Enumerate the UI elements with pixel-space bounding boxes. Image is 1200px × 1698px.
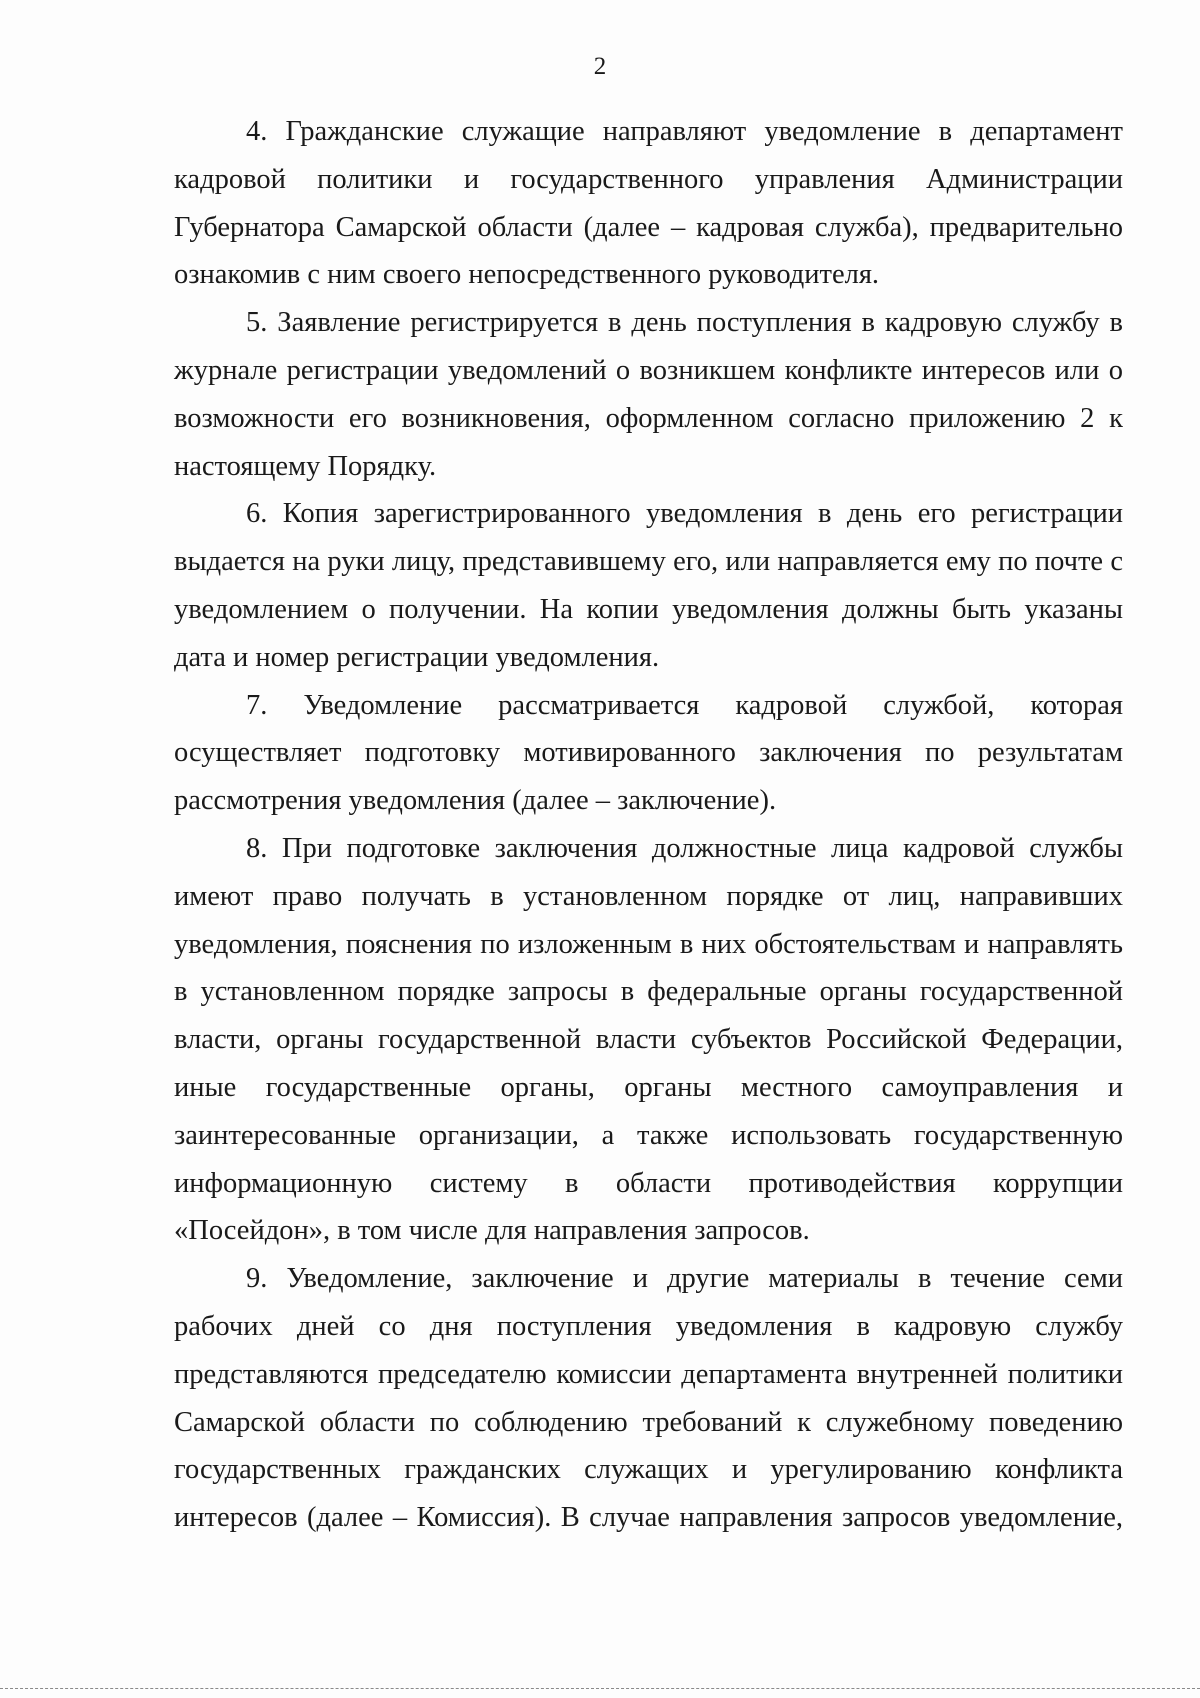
paragraph-4: 4. Гражданские служащие направляют уведомление в департамент кадровой политики и государственного управления Администрации Губернатора Самарской области (далее – кадровая служба), предварительно ознакомив с ним своего непосредственного руководителя. — [174, 116, 1123, 291]
paragraph-5: 5. Заявление регистрируется в день поступления в кадровую службу в журнале регистрации уведомлений о возникшем конфликте интересов или о возможности его возникновения, оформленном согласно приложению 2 к настоящему Порядку. — [174, 307, 1123, 482]
document-body — [174, 108, 1123, 1542]
scan-edge-line — [0, 1688, 1200, 1689]
paragraph-8: 8. При подготовке заключения должностные лица кадровой службы имеют право получать в установленном порядке от лиц, направивших уведомления, пояснения по изложенным в них обстоятельствам и направлять в установленном порядке запросы в федеральные органы государственной власти, органы государственной власти субъектов Российской Федерации, иные государственные органы, органы местного самоуправления и заинтересованные организации, а также использовать государственную информационную систему в области противодействия коррупции «Посейдон», в том числе для направления запросов. — [174, 832, 1123, 1247]
paragraph-7: 7. Уведомление рассматривается кадровой службой, которая осуществляет подготовку мотивированного заключения по результатам рассмотрения уведомления (далее – заключение). — [174, 689, 1123, 817]
paragraph-9: 9. Уведомление, заключение и другие материалы в течение семи рабочих дней со дня поступления уведомления в кадровую службу представляются председателю комиссии департамента внутренней политики Самарской области по соблюдению требований к служебному поведению государственных гражданских служащих и урегулированию конфликта интересов (далее – Комиссия). В случае направления запросов уведомление, — [174, 1263, 1123, 1534]
page-number: 2 — [593, 53, 607, 80]
paragraph-6: 6. Копия зарегистрированного уведомления в день его регистрации выдается на руки лицу, представившему его, или направляется ему по почте с уведомлением о получении. На копии уведомления должны быть указаны дата и номер регистрации уведомления. — [174, 498, 1123, 673]
